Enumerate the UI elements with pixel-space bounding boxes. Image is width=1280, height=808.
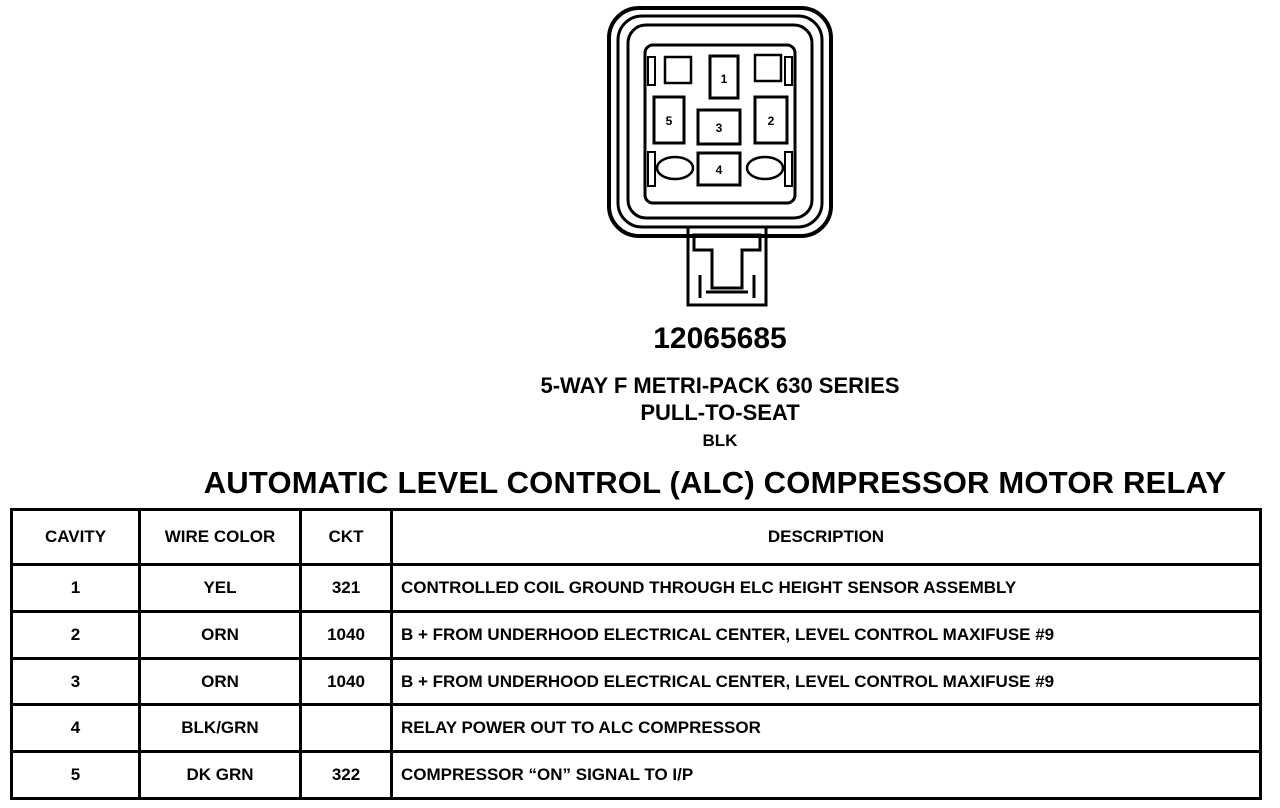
table-header-row [13, 511, 1259, 566]
latch-tab [694, 235, 760, 288]
cell-wire-color: DK GRN [141, 753, 302, 797]
cavity-label-1: 1 [720, 72, 728, 86]
connector-series: 5-WAY F METRI-PACK 630 SERIES [540, 373, 900, 398]
cell-cavity: 4 [13, 706, 141, 753]
table-row [13, 660, 1259, 707]
header-ckt: CKT [302, 511, 393, 566]
cell-cavity: 3 [13, 660, 141, 707]
cell-description: CONTROLLED COIL GROUND THROUGH ELC HEIGHT SENSOR ASSEMBLY [393, 566, 1259, 613]
cell-ckt: 1040 [302, 613, 393, 660]
cell-description: B + FROM UNDERHOOD ELECTRICAL CENTER, LEVEL CONTROL MAXIFUSE #9 [393, 660, 1259, 707]
connector-color: BLK [702, 431, 738, 450]
cavity-label-5: 5 [665, 114, 673, 128]
side-key-left-bottom [648, 152, 655, 186]
table-row [13, 753, 1259, 797]
cell-wire-color: ORN [141, 613, 302, 660]
empty-cavity-left [665, 57, 691, 83]
cell-wire-color: ORN [141, 660, 302, 707]
table-row [13, 613, 1259, 660]
cell-ckt: 321 [302, 566, 393, 613]
header-description: DESCRIPTION [393, 511, 1259, 566]
table-row [13, 566, 1259, 613]
cell-description: RELAY POWER OUT TO ALC COMPRESSOR [393, 706, 1259, 753]
pinout-table [10, 508, 1262, 800]
cell-ckt [302, 706, 393, 753]
cell-cavity: 2 [13, 613, 141, 660]
cell-ckt: 1040 [302, 660, 393, 707]
cell-cavity: 5 [13, 753, 141, 797]
cell-wire-color: BLK/GRN [141, 706, 302, 753]
empty-cavity-right [755, 55, 781, 81]
side-key-right-bottom [785, 152, 792, 186]
header-cavity: CAVITY [13, 511, 141, 566]
oval-key-right [747, 157, 783, 179]
oval-key-left [657, 157, 693, 179]
header-wire-color: WIRE COLOR [141, 511, 302, 566]
cavity-label-4: 4 [715, 163, 723, 177]
cell-description: COMPRESSOR “ON” SIGNAL TO I/P [401, 765, 694, 785]
cell-cavity: 1 [13, 566, 141, 613]
cavity-label-3: 3 [715, 121, 723, 135]
component-title: AUTOMATIC LEVEL CONTROL (ALC) COMPRESSOR MOTOR RELAY [203, 465, 1227, 500]
cell-ckt: 322 [302, 753, 393, 797]
cell-wire-color: YEL [141, 566, 302, 613]
connector-diagram [600, 0, 840, 320]
table-row [13, 706, 1259, 753]
cavity-label-2: 2 [767, 114, 775, 128]
side-key-left-top [648, 57, 655, 85]
side-key-right-top [785, 57, 792, 85]
connector-seat-type: PULL-TO-SEAT [640, 400, 800, 425]
part-number: 12065685 [653, 322, 787, 355]
cell-description: B + FROM UNDERHOOD ELECTRICAL CENTER, LEVEL CONTROL MAXIFUSE #9 [393, 613, 1259, 660]
